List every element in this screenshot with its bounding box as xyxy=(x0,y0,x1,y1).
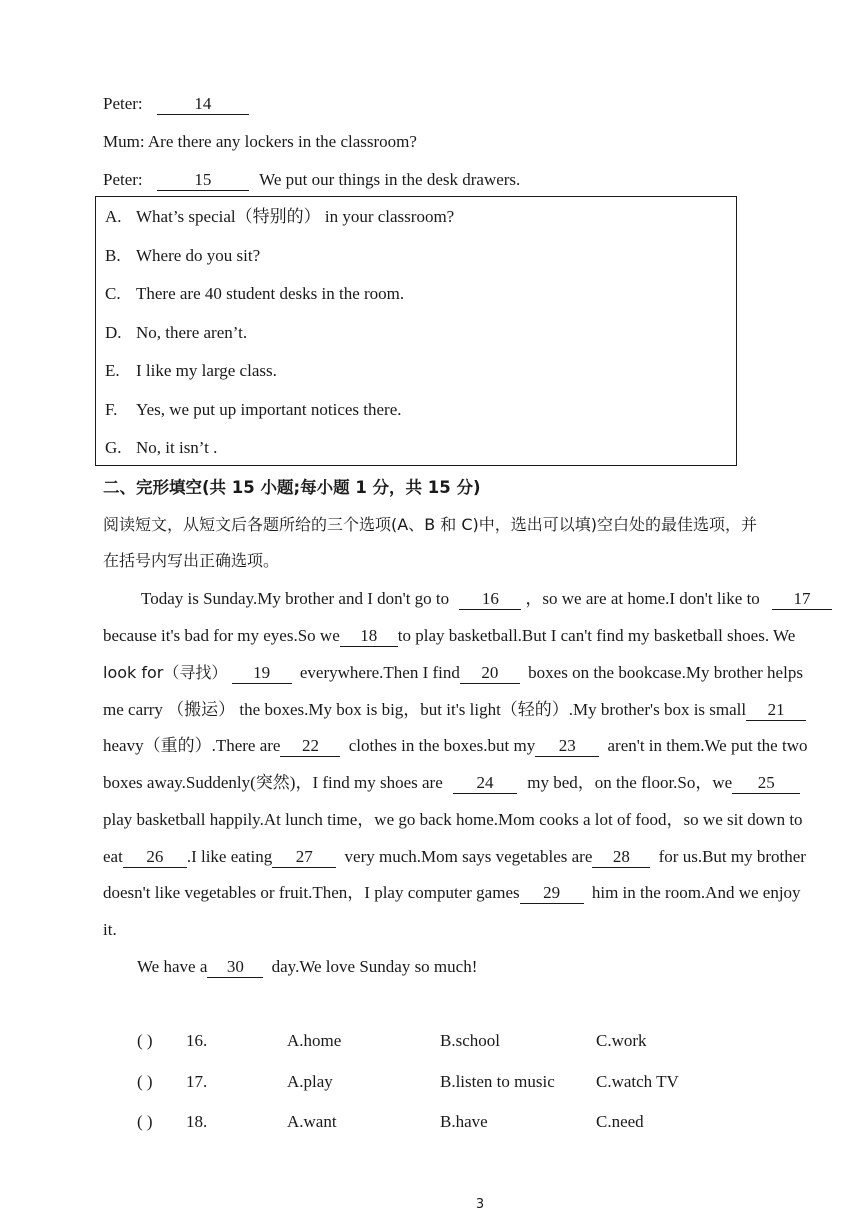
passage-text: We have a xyxy=(137,957,208,976)
choice-b[interactable]: B.listen to music xyxy=(440,1072,555,1091)
answer-blank-19[interactable]: 19 xyxy=(232,663,292,684)
answer-blank-21[interactable]: 21 xyxy=(746,700,806,721)
passage-line-3 xyxy=(103,662,867,684)
option-text: No, it isn’t . xyxy=(136,438,218,457)
passage-text: everywhere.Then I find xyxy=(299,663,460,682)
dialogue-line-mum xyxy=(103,131,417,153)
choice-b[interactable]: B.school xyxy=(440,1031,500,1050)
option-letter: A. xyxy=(105,207,122,226)
answer-blank-22[interactable]: 22 xyxy=(280,736,340,757)
passage-line-10 xyxy=(103,919,867,941)
passage-text: me carry （搬运） the boxes.My box is big，but it's light（轻的）.My brother's box is small xyxy=(103,700,747,719)
question-number: 17. xyxy=(186,1072,208,1091)
passage-text: look for（寻找） xyxy=(103,663,228,682)
dialogue-text: Are there any lockers in the classroom? xyxy=(147,132,417,151)
passage-line-11 xyxy=(137,956,867,978)
passage-text: it. xyxy=(103,920,117,939)
choice-c[interactable]: C.need xyxy=(596,1112,644,1131)
dialogue-line-14 xyxy=(103,93,249,115)
choice-b[interactable]: B.have xyxy=(440,1112,488,1131)
option-text: No, there aren’t. xyxy=(136,323,248,342)
option-text: There are 40 student desks in the room. xyxy=(136,284,405,303)
passage-text: clothes in the boxes.but my xyxy=(348,736,536,755)
passage-text: to play basketball.But I can't find my basketball shoes. We xyxy=(397,626,796,645)
option-text: Yes, we put up important notices there. xyxy=(136,400,402,419)
passage-text: .I like eating xyxy=(186,847,273,866)
passage-text: boxes away.Suddenly(突然)，I find my shoes are xyxy=(103,773,443,792)
passage-line-7 xyxy=(103,809,867,831)
passage-line-6 xyxy=(103,772,867,794)
passage-text: my bed，on the floor.So，we xyxy=(527,773,733,792)
choice-a[interactable]: A.play xyxy=(287,1072,333,1091)
answer-blank-23[interactable]: 23 xyxy=(535,736,599,757)
answer-blank-27[interactable]: 27 xyxy=(272,847,336,868)
passage-text: ，so we are at home.I don't like to xyxy=(525,589,760,608)
choice-c[interactable]: C.work xyxy=(596,1031,647,1050)
passage-text: aren't in them.We put the two xyxy=(607,736,808,755)
passage-text: play basketball happily.At lunch time，we go back home.Mom cooks a lot of food，so we sit down to xyxy=(103,810,803,829)
passage-text: eat xyxy=(103,847,123,866)
passage-line-5 xyxy=(103,735,867,757)
answer-paren[interactable]: ( ) xyxy=(137,1031,153,1050)
options-box xyxy=(95,196,737,466)
passage-text: boxes on the bookcase.My brother helps xyxy=(528,663,803,682)
answer-blank-15[interactable]: 15 xyxy=(157,170,249,191)
question-number: 18. xyxy=(186,1112,208,1131)
section-heading: 二、完形填空(共 15 小题;每小题 1 分，共 15 分) xyxy=(103,478,481,497)
answer-blank-25[interactable]: 25 xyxy=(732,773,800,794)
passage-text: him in the room.And we enjoy xyxy=(591,883,801,902)
passage-text: doesn't like vegetables or fruit.Then，I play computer games xyxy=(103,883,520,902)
answer-blank-14[interactable]: 14 xyxy=(157,94,249,115)
passage-text: day.We love Sunday so much! xyxy=(271,957,478,976)
choice-a[interactable]: A.home xyxy=(287,1031,342,1050)
dialogue-text: We put our things in the desk drawers. xyxy=(259,170,521,189)
answer-paren[interactable]: ( ) xyxy=(137,1112,153,1131)
choice-a[interactable]: A.want xyxy=(287,1112,337,1131)
section-instruction: 阅读短文，从短文后各题所给的三个选项(A、B 和 C)中，选出可以填)空白处的最佳选项，并 xyxy=(103,515,757,534)
passage-line-8 xyxy=(103,846,867,868)
option-letter: B. xyxy=(105,246,121,265)
option-letter: F. xyxy=(105,400,118,419)
option-letter: C. xyxy=(105,284,121,303)
passage-line-9 xyxy=(103,882,867,904)
section-instruction: 在括号内写出正确选项。 xyxy=(103,551,280,570)
answer-blank-26[interactable]: 26 xyxy=(123,847,187,868)
answer-paren[interactable]: ( ) xyxy=(137,1072,153,1091)
dialogue-line-15 xyxy=(103,169,520,191)
option-g xyxy=(105,437,217,459)
choice-c[interactable]: C.watch TV xyxy=(596,1072,679,1091)
answer-blank-16[interactable]: 16 xyxy=(459,589,521,610)
option-letter: E. xyxy=(105,361,120,380)
speaker-label: Peter: xyxy=(103,170,143,189)
answer-blank-24[interactable]: 24 xyxy=(453,773,517,794)
passage-line-1 xyxy=(141,588,867,610)
answer-blank-18[interactable]: 18 xyxy=(340,626,398,647)
page-number: 3 xyxy=(475,1197,485,1212)
passage-text: because it's bad for my eyes.So we xyxy=(103,626,340,645)
answer-blank-20[interactable]: 20 xyxy=(460,663,520,684)
option-c xyxy=(105,283,404,305)
option-text: I like my large class. xyxy=(136,361,277,380)
passage-text: for us.But my brother xyxy=(658,847,806,866)
option-e xyxy=(105,360,277,382)
answer-blank-17[interactable]: 17 xyxy=(772,589,832,610)
passage-text: Today is Sunday.My brother and I don't go to xyxy=(141,589,450,608)
answer-blank-28[interactable]: 28 xyxy=(592,847,650,868)
answer-blank-30[interactable]: 30 xyxy=(207,957,263,978)
speaker-label: Peter: xyxy=(103,94,143,113)
option-f xyxy=(105,399,402,421)
option-a xyxy=(105,206,454,228)
passage-line-2 xyxy=(103,625,867,647)
speaker-label: Mum: xyxy=(103,132,145,151)
option-d xyxy=(105,322,247,344)
passage-text: heavy（重的）.There are xyxy=(103,736,281,755)
option-letter: G. xyxy=(105,438,122,457)
answer-blank-29[interactable]: 29 xyxy=(520,883,584,904)
passage-line-4 xyxy=(103,699,867,721)
option-text: Where do you sit? xyxy=(136,246,261,265)
option-text: What’s special（特别的） in your classroom? xyxy=(136,207,455,226)
option-b xyxy=(105,245,260,267)
passage-text: very much.Mom says vegetables are xyxy=(344,847,593,866)
question-number: 16. xyxy=(186,1031,208,1050)
option-letter: D. xyxy=(105,323,122,342)
